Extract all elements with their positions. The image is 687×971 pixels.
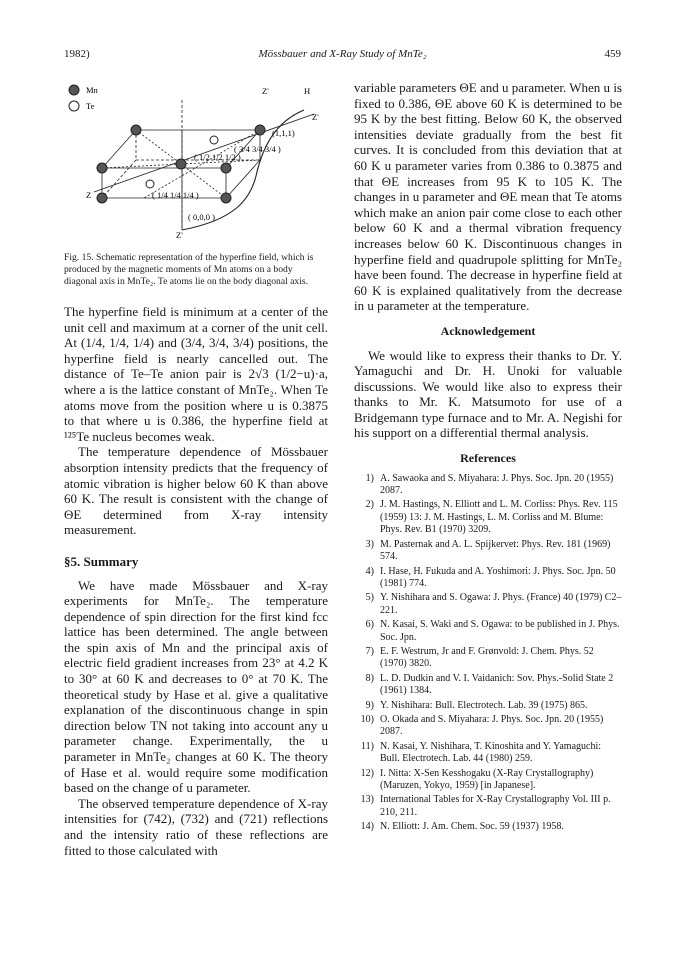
reference-text: M. Pasternak and A. L. Spijkervet: Phys. Rev. 181 (1969) 574. (380, 538, 611, 563)
reference-item (354, 566, 622, 591)
te-atom (210, 136, 218, 144)
references-heading: References (460, 451, 516, 466)
paragraph: We have made Mössbauer and X-ray experiments for MnTe₂. The temperature dependence of spin direction for the first kind fcc lattice has been determined. The angle between the spin axis of Mn and the principal axis of electric field gradient increases from 23° at 4.2 K to 30° at 60 K and decreases to 0° at 70 K. The theoretical study by Hase et al. give a qualitative explanation of the discontinuous change in spin direction below TN not taking into account any u parameter change. Experimentally, the u parameter in MnTe₂ changes at 60 K. The theory of Hase et al. would require some modification based on the change of u parameter. (64, 577, 328, 796)
reference-text: I. Nitta: X-Sen Kesshogaku (X-Ray Crystallography) (Maruzen, Yokyo, 1959) [in Japanese]. (380, 767, 594, 791)
reference-item (354, 592, 622, 617)
reference-text: Y. Nishihara and S. Ogawa: J. Phys. (France) 40 (1979) C2–221. (380, 592, 622, 616)
coord-label-quarter: ( 1/4 1/4 1/4 ) (152, 190, 199, 200)
reference-item (354, 619, 622, 644)
reference-item (354, 473, 622, 498)
reference-text: N. Elliott: J. Am. Chem. Soc. 59 (1937) 1958. (380, 821, 564, 833)
reference-text: E. F. Westrum, Jr and F. Grønvold: J. Chem. Phys. 52 (1970) 3820. (380, 645, 594, 670)
coord-label-origin: ( 0,0,0 ) (188, 212, 215, 222)
reference-text: J. M. Hastings, N. Elliott and L. M. Corliss: Phys. Rev. 115 (1959) 13: J. M. Hastings, L. M. Corliss and M. Blume: Phys. Rev. B1 (1970) 3209. (380, 499, 618, 536)
reference-number: 12) (360, 767, 374, 779)
reference-number: 7) (365, 645, 374, 657)
reference-item (354, 741, 622, 766)
paragraph: The observed temperature dependence of X-ray intensities for (742), (732) and (721) reflections and the intensity ratio of these reflections are fitted to those calculated with (64, 795, 328, 858)
paragraph: The hyperfine field is minimum at a center of the unit cell and maximum at a corner of the unit cell. At (1/4, 1/4, 1/4) and (3/4, 3/4, 3/4) positions, the hyperfine field is nearly cancelled out. The distance of Te–Te anion pair is 2√3 (1/2−u)·a, where a is the lattice constant of MnTe₂. When Te atoms move from the position where u is 0.3875 to that where u is 0.386, the hyperfine field at ¹²⁵Te nucleus becomes weak. (64, 304, 328, 444)
axis-label-z-prime-bottom: Z' (176, 230, 183, 240)
te-atom (146, 180, 154, 188)
reference-number: 14) (360, 821, 374, 833)
mn-atom (255, 125, 265, 135)
paragraph: The temperature dependence of Mössbauer absorption intensity predicts that the frequency of atomic vibration is higher below 60 K than above 60 K. The result is consistent with the change of ΘE determined from X-ray intensity measurement. (64, 444, 328, 538)
coord-label-111: (1,1,1) (272, 128, 295, 138)
reference-item (354, 700, 622, 712)
reference-number: 1) (365, 472, 374, 484)
reference-item (354, 539, 622, 564)
reference-list (354, 473, 622, 834)
reference-number: 8) (365, 672, 374, 684)
reference-text: O. Okada and S. Miyahara: J. Phys. Soc. Jpn. 20 (1955) 2087. (380, 713, 604, 738)
reference-item (354, 673, 622, 698)
right-column (354, 80, 622, 836)
axis-label-z: Z (86, 190, 92, 200)
legend-mn-marker (69, 85, 79, 95)
reference-number: 10) (360, 713, 374, 725)
unit-cell-cube (94, 100, 314, 230)
running-header (64, 48, 621, 62)
reference-text: N. Kasai, Y. Nishihara, T. Kinoshita and Y. Yamaguchi: Bull. Electrotech. Lab. 44 (1980) 259. (380, 740, 602, 765)
mn-atom (131, 125, 141, 135)
reference-number: 9) (365, 699, 374, 711)
mn-atom (97, 163, 107, 173)
reference-item (354, 821, 622, 833)
figure-caption: Fig. 15. Schematic representation of the hyperfine field, which is produced by the magnetic moments of Mn atoms on a body diagonal axis in MnTe₂. Te atoms lie on the body diagonal axis. (64, 252, 314, 287)
header-year: 1982) (64, 48, 90, 60)
mn-atom (221, 163, 231, 173)
reference-number: 2) (365, 499, 374, 511)
reference-text: A. Sawaoka and S. Miyahara: J. Phys. Soc. Jpn. 20 (1955) 2087. (380, 472, 614, 497)
page-number: 459 (604, 48, 621, 60)
reference-text: L. D. Dudkin and V. I. Vaidanich: Sov. Phys.-Solid State 2 (1961) 1384. (380, 672, 614, 697)
left-column (64, 80, 328, 858)
reference-item (354, 768, 622, 793)
reference-item (354, 499, 622, 536)
axis-label-z-prime-right: Z' (312, 112, 319, 122)
header-title: Mössbauer and X-Ray Study of MnTe₂ (258, 48, 427, 60)
axis-label-h: H (304, 86, 311, 96)
reference-item (354, 646, 622, 671)
reference-item (354, 714, 622, 739)
reference-number: 6) (365, 619, 374, 631)
acknowledgement-heading: Acknowledgement (440, 323, 536, 338)
legend-te-marker (69, 101, 79, 111)
legend-mn-label: Mn (86, 85, 98, 95)
axis-label-z-prime-top: Z' (262, 86, 269, 96)
section-heading: §5. Summary (64, 553, 139, 569)
reference-text: International Tables for X-Ray Crystallography Vol. III p. 210, 211. (380, 794, 611, 818)
reference-number: 13) (360, 794, 374, 806)
reference-number: 4) (365, 565, 374, 577)
acknowledgement-text: We would like to express their thanks to Dr. Y. Yamaguchi and Dr. H. Unoki for valuable discussions. We would like also to express their thanks to Mr. K. Matsumoto for use of a Bridgemann type furnace and to Mr. A. Negishi for his support on a differential thermal analysis. (354, 347, 622, 441)
mn-atom (221, 193, 231, 203)
reference-item (354, 794, 622, 819)
coord-label-three-quarter: ( 3/4 3/4 3/4 ) (234, 144, 281, 154)
paragraph: variable parameters ΘE and u parameter. When u is fixed to 0.386, ΘE above 60 K is determined to be 95 K by the best fitting. Below 60 K, the observed intensities deviate gradually from the best fit curves. It is concluded from this deviation that at 60 K u parameter varies from 0.386 to 0.3875 and that ΘE increases from 95 K to 105 K. The changes in u parameter and ΘE mean that Te atoms which make an anion pair come close to each other below 60 K and a thermal vibration frequency increases below 60 K. Discontinuous changes in hyperfine field and quadrupole splitting for MnTe₂ have been found. The decrease in hyperfine field at 60 K is explained qualitatively from the decrease in u parameter at the temperature. (354, 80, 622, 314)
reference-number: 5) (365, 592, 374, 604)
reference-number: 11) (361, 740, 374, 752)
reference-number: 3) (365, 538, 374, 550)
reference-text: Y. Nishihara: Bull. Electrotech. Lab. 39 (1975) 865. (380, 699, 588, 711)
reference-text: N. Kasai, S. Waki and S. Ogawa: to be published in J. Phys. Soc. Jpn. (380, 619, 620, 643)
hyperfine-diagram (64, 80, 328, 240)
reference-text: I. Hase, H. Fukuda and A. Yoshimori: J. Phys. Soc. Jpn. 50 (1981) 774. (380, 565, 616, 589)
mn-atom (97, 193, 107, 203)
legend-te-label: Te (86, 101, 95, 111)
mn-atom (176, 159, 186, 169)
coord-label-half: ( 1/2 1/2 1/2 ) (194, 152, 241, 162)
figure-15 (64, 80, 328, 240)
